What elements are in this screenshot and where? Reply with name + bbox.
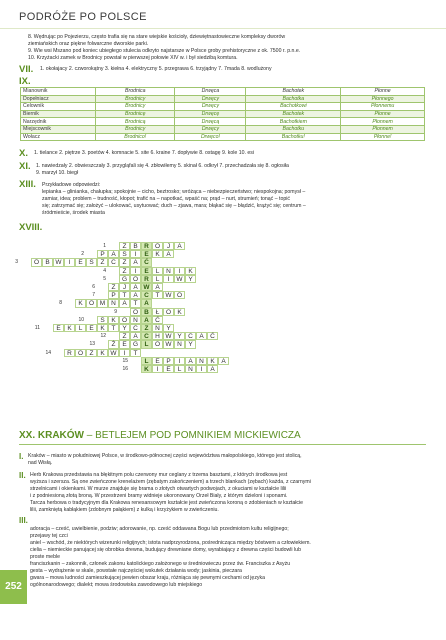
section-xiii-line-2: zamiar, idea; problem – trudność, kłopot; trafić na – napotkać, wpaść na; prąd – nurt, strumień; tonąć – topić: [42, 196, 290, 202]
xx-i-line-2: nad Wisłą.: [28, 460, 53, 466]
ex8-line-1: 8. Wędrując po Pojezierzu, często trafia się na stare wiejskie kościoły, dziewiętnastowieczne kompleksy dworów: [28, 34, 286, 40]
crossword-cell: N: [130, 316, 141, 324]
crossword-cell: A: [174, 242, 185, 250]
declension-cell: Brodnicy: [96, 103, 175, 111]
crossword-cell: T: [108, 324, 119, 332]
section-xiii-line-1: lepianka – glinianka, chałupka; spokojnie – cicho, beztrosko; wróżąca – niebezpieczeństwo; niespokojna; pomysł –: [42, 189, 306, 195]
case-name-cell: Celownik: [21, 103, 96, 111]
xx-ii-line-2: wyższa i szersza. Są one zwieńczone krenelażem (zębatym zakończeniem) a trzech blankach (zębach) każda, z czarnymi: [30, 479, 311, 485]
crossword-cell: S: [119, 250, 130, 258]
xx-iii-line-5: proste meble: [30, 554, 60, 560]
section-xiii-intro: Przykładowe odpowiedzi:: [42, 182, 101, 188]
crossword-cell: K: [207, 357, 218, 365]
crossword-cell: A: [163, 250, 174, 258]
crossword-cell: R: [141, 242, 152, 250]
crossword-cell: E: [141, 250, 152, 258]
crossword-cell: I: [196, 365, 207, 373]
crossword-cell: Y: [185, 275, 196, 283]
crossword-cell: Ł: [152, 308, 163, 316]
section-xiii-line-4: śródmieście, środek miasta: [42, 210, 105, 216]
declension-cell: Brodnicę: [96, 110, 175, 118]
declension-table: [20, 87, 425, 141]
crossword-cell: N: [196, 357, 207, 365]
crossword-cell: Y: [174, 332, 185, 340]
xx-ii-line-1: Herb Krakowa przedstawia na błękitnym polu czerwony mur ceglany z trzema basztami, z których środkowa jest: [30, 472, 288, 478]
xx-iii-line-1: adoracja – cześć, uwielbienie, podziw; adorowanie, np. cześć oddawana Bogu lub przedmiotom kultu religijnego;: [30, 526, 289, 532]
crossword-cell: N: [185, 365, 196, 373]
crossword-clue-number: 2: [81, 251, 84, 258]
xx-ii-line-4: i z podniesioną złotą broną. W przestrzeni bramy widnieje ukoronowany Orzeł Biały, z którym dzieloni i sponami.: [30, 493, 288, 499]
xx-ii-label: II.: [19, 471, 26, 480]
crossword-cell: L: [141, 357, 152, 365]
crossword-cell: C: [108, 258, 119, 266]
crossword-clue-number: 6: [92, 284, 95, 290]
declension-cell: Płonnem: [341, 118, 425, 126]
ex10-line: 10. Krzyżacki zamek w Brodnicy powstał w pierwszej połowie XIV w. i był siedzibą komtura.: [28, 55, 238, 61]
crossword-cell: W: [53, 258, 64, 266]
declension-cell: Drwęca: [175, 88, 246, 96]
declension-row: [21, 88, 425, 96]
crossword-cell: C: [130, 324, 141, 332]
crossword-cell: A: [130, 291, 141, 299]
crossword-cell: O: [163, 308, 174, 316]
declension-cell: Drwęcą: [175, 118, 246, 126]
crossword-clue-number: 14: [45, 349, 51, 356]
crossword-cell: Z: [119, 332, 130, 340]
case-name-cell: Wołacz: [21, 133, 96, 141]
declension-cell: Drwęcę: [175, 110, 246, 118]
crossword-cell: K: [97, 349, 108, 357]
xx-i-label: I.: [19, 452, 24, 461]
page-number: 252: [0, 570, 27, 604]
crossword-cell: Z: [119, 267, 130, 275]
crossword-cell: R: [141, 275, 152, 283]
crossword-cell: N: [163, 267, 174, 275]
crossword-cell: E: [53, 324, 64, 332]
section-xiii-line-3: się; zatrzymać się; założyć – ulokować, usytuować; duch – zjawa, mara; błąkać się – błądzić, krążyć się; centrum –: [42, 203, 306, 209]
crossword-cell: A: [196, 332, 207, 340]
crossword-cell: K: [152, 250, 163, 258]
crossword-cell: K: [97, 324, 108, 332]
crossword-cell: Ć: [207, 332, 218, 340]
crossword-cell: I: [130, 250, 141, 258]
crossword-cell: R: [64, 349, 75, 357]
crossword-cell: E: [163, 365, 174, 373]
crossword-clue-number: 4: [103, 267, 106, 274]
crossword-cell: I: [174, 267, 185, 275]
crossword-cell: W: [163, 332, 174, 340]
crossword-cell: I: [152, 365, 163, 373]
crossword-cell: A: [207, 365, 218, 373]
crossword-cell: W: [174, 275, 185, 283]
crossword-cell: L: [174, 365, 185, 373]
crossword-cell: Z: [86, 349, 97, 357]
crossword-cell: C: [141, 332, 152, 340]
crossword-cell: L: [152, 267, 163, 275]
crossword-cell: S: [97, 316, 108, 324]
section-xviii-label: XVIII.: [19, 222, 43, 233]
crossword-cell: B: [141, 308, 152, 316]
declension-cell: Bachotka: [246, 95, 341, 103]
section-xi-text: 1. nawiedzały 2. obwieszczały 3. przygląfali się 4. zbłowiłemy 5. skinał 6. odkrył 7. przechadzała się 8. ogłosiła: [36, 163, 289, 169]
crossword-cell: A: [119, 299, 130, 307]
crossword-cell: L: [141, 340, 152, 348]
xx-iii-line-9: ogólnonarodowego; dialekt; mowa środowiska zawodowego lub miejskiego: [30, 582, 203, 588]
crossword-clue-number: 1: [103, 243, 106, 249]
xx-ii-line-5: Tarcza herbowa o tradycyjnym dla Krakowa renesansowym kształcie jest zwieńczona koroną o zdobieniach w kształcie: [30, 500, 304, 506]
crossword-cell: K: [75, 299, 86, 307]
crossword-cell: L: [75, 324, 86, 332]
crossword-cell: E: [119, 340, 130, 348]
crossword-cell: W: [108, 349, 119, 357]
crossword-cell: A: [108, 250, 119, 258]
crossword-cell: E: [75, 258, 86, 266]
crossword-cell: G: [119, 275, 130, 283]
crossword-cell: O: [75, 349, 86, 357]
declension-cell: Brodnico!: [96, 133, 175, 141]
declension-cell: Bachotku!: [246, 133, 341, 141]
crossword-cell: C: [141, 291, 152, 299]
section-x-text: 1. tielance 2. piętrze 3. poetów 4. komnacie 5. site 6. kraine 7. dopływie 8. ostagę 9. kole 10. esi: [34, 150, 255, 156]
crossword-cell: Ć: [141, 258, 152, 266]
case-name-cell: Narzędnik: [21, 118, 96, 126]
crossword-clue-number: 5: [103, 275, 106, 282]
crossword-cell: A: [141, 316, 152, 324]
crossword-cell: A: [185, 357, 196, 365]
crossword-cell: A: [141, 299, 152, 307]
crossword-cell: Z: [141, 324, 152, 332]
crossword-cell: O: [174, 291, 185, 299]
crossword-cell: B: [130, 242, 141, 250]
case-name-cell: Dopełniacz: [21, 95, 96, 103]
case-name-cell: Biernik: [21, 110, 96, 118]
crossword-cell: B: [42, 258, 53, 266]
crossword-clue-number: 3: [15, 259, 18, 266]
crossword-clue-number: 9: [114, 308, 117, 315]
declension-cell: Płonne: [341, 88, 425, 96]
crossword-cell: Y: [119, 324, 130, 332]
crossword-cell: T: [130, 299, 141, 307]
declension-row: [21, 95, 425, 103]
crossword-cell: Z: [119, 242, 130, 250]
crossword-cell: T: [130, 349, 141, 357]
declension-row: [21, 118, 425, 126]
xx-iii-label: III.: [19, 516, 28, 525]
case-name-cell: Miejscownik: [21, 125, 96, 133]
crossword-cell: Ż: [108, 340, 119, 348]
declension-cell: Bachotkiem: [246, 118, 341, 126]
declension-cell: Bachotek: [246, 88, 341, 96]
crossword-cell: E: [152, 357, 163, 365]
crossword-cell: S: [86, 258, 97, 266]
section-x-label: X.: [19, 148, 28, 159]
ex8-line-2: ziemiańskich oraz piękne folwarczne dworskie parki.: [28, 41, 149, 47]
xx-i-line-1: Kraków – miasto w południowej Polsce, w środkowo-północnej części województwa małopolskiego, którego jest stolicą,: [28, 453, 302, 459]
crossword-cell: O: [119, 316, 130, 324]
declension-cell: Bachotek: [246, 110, 341, 118]
crossword-cell: L: [152, 275, 163, 283]
crossword-cell: O: [130, 308, 141, 316]
crossword-clue-number: 7: [92, 292, 95, 299]
declension-cell: Bachotku: [246, 125, 341, 133]
section-xiii-label: XIII.: [19, 179, 36, 190]
crossword-clue-number: 10: [78, 316, 84, 323]
crossword-cell: Ć: [152, 316, 163, 324]
crossword-cell: Z: [97, 258, 108, 266]
crossword-cell: P: [163, 357, 174, 365]
crossword-cell: M: [97, 299, 108, 307]
xx-iii-line-3: aniel – wschód, że niektórych wizerunki religijnych; istota nadprzyrodzona, pośrednicząca między bóstwem a człowiekiem.: [30, 540, 311, 546]
declension-row: [21, 125, 425, 133]
crossword-cell: W: [163, 340, 174, 348]
crossword-cell: I: [174, 357, 185, 365]
case-name-cell: Mianownik: [21, 88, 96, 96]
title-underline: [19, 444, 426, 445]
declension-cell: Płonnem: [341, 125, 425, 133]
crossword-cell: N: [174, 340, 185, 348]
crossword-cell: E: [141, 267, 152, 275]
crossword-cell: J: [119, 283, 130, 291]
declension-row: [21, 110, 425, 118]
xx-iii-line-6: franciszkanin – zakonnik, członek zakonu katolickiego założonego w średniowieczu przez św. Franciszka z Asyżu: [30, 561, 291, 567]
crossword-cell: O: [130, 275, 141, 283]
section-vii-text: 1. okołajacy 2. czworokątny 3. kiełna 4. elektryczny 5. przegrawa 6. trzyjądny 7. 7mada 8. wodlużony: [40, 66, 272, 72]
crossword-cell: T: [119, 291, 130, 299]
crossword-clue-number: 15: [122, 357, 128, 364]
crossword-cell: I: [119, 349, 130, 357]
xx-iii-line-2: przejawy tej czci: [30, 533, 68, 539]
crossword-cell: O: [152, 242, 163, 250]
declension-cell: Drwęcy: [175, 95, 246, 103]
declension-cell: Bachotkowi: [246, 103, 341, 111]
crossword-cell: I: [130, 267, 141, 275]
crossword-cell: W: [141, 283, 152, 291]
crossword-cell: P: [108, 291, 119, 299]
crossword-cell: O: [152, 340, 163, 348]
declension-cell: Brodnicą: [96, 118, 175, 126]
declension-cell: Brodnica: [96, 88, 175, 96]
crossword-cell: W: [163, 291, 174, 299]
declension-cell: Płonne: [341, 110, 425, 118]
declension-cell: Płonne!: [341, 133, 425, 141]
crossword-cell: E: [86, 324, 97, 332]
section-xi-label: XI.: [19, 161, 31, 172]
crossword-cell: G: [130, 340, 141, 348]
crossword-cell: K: [185, 267, 196, 275]
crossword-cell: Y: [185, 340, 196, 348]
page-header: PODRÓŻE PO POLSCE: [19, 11, 147, 23]
declension-row: [21, 103, 425, 111]
crossword-cell: I: [163, 275, 174, 283]
declension-cell: Brodnicy: [96, 95, 175, 103]
crossword-cell: J: [163, 242, 174, 250]
declension-row: [21, 133, 425, 141]
section-title-bold: XX. KRAKÓW: [19, 430, 84, 441]
section-title-rest: – BETLEJEM POD POMNIKIEM MICKIEWICZA: [84, 430, 301, 441]
crossword-cell: K: [64, 324, 75, 332]
declension-cell: Brodnicy: [96, 125, 175, 133]
crossword-cell: C: [185, 332, 196, 340]
crossword-cell: A: [218, 357, 229, 365]
crossword-cell: H: [152, 332, 163, 340]
xx-ii-line-6: lilii, zamkniętą kabłąkiem (zdobnym pałąkiem) z kulką i krzyżykiem w zwieńczeniu.: [30, 507, 219, 513]
crossword-clue-number: 13: [89, 341, 95, 348]
crossword-clue-number: 12: [100, 333, 106, 340]
xx-iii-line-8: gwara – mowa ludności zamieszkującej pewien obszar kraju, różniąca się pewnymi cechami od języka: [30, 575, 265, 581]
xx-ii-line-3: strzelnicami i okienkami. W murze znajduje się brama o złotych otwartych podwojach, z okuciami w kształcie lilii: [30, 486, 287, 492]
crossword-cell: N: [152, 324, 163, 332]
declension-cell: Drwęcy: [175, 125, 246, 133]
crossword-cell: Z: [119, 258, 130, 266]
crossword-cell: N: [108, 299, 119, 307]
crossword-cell: A: [130, 258, 141, 266]
crossword-cell: Y: [163, 324, 174, 332]
crossword-cell: I: [64, 258, 75, 266]
crossword-clue-number: 11: [34, 325, 40, 331]
declension-cell: Płonnego: [341, 95, 425, 103]
xx-iii-line-4: cielia – niemieckie panującej się obrobka drewna, budujący drewniane domy, wyrabiający z drewna części budowli lub: [30, 547, 301, 553]
section-title: [19, 430, 301, 441]
header-divider: [0, 28, 446, 29]
crossword-cell: K: [174, 308, 185, 316]
crossword-clue-number: 8: [59, 300, 62, 307]
ex9-line: 9. Wie wsi Mszano pod koniec ubiegłego stulecia odkryto najstarsze w Polsce groby prehistoryczne z ok. 7500 r. p.n.e.: [28, 48, 301, 54]
crossword-cell: K: [141, 365, 152, 373]
crossword-cell: O: [86, 299, 97, 307]
crossword-cell: T: [152, 291, 163, 299]
declension-cell: Drwęco!: [175, 133, 246, 141]
declension-cell: Płonnemu: [341, 103, 425, 111]
crossword-cell: P: [97, 250, 108, 258]
section-ix-label: IX.: [19, 76, 31, 87]
crossword-clue-number: 16: [122, 366, 128, 372]
crossword-cell: A: [152, 283, 163, 291]
crossword-cell: K: [108, 316, 119, 324]
crossword-cell: O: [31, 258, 42, 266]
xx-iii-line-7: gesta – wydrążenie w skale, powstałe najczęściej wskutek działania wody; jaskinia, pieczara: [30, 568, 242, 574]
section-xi-text-2: 9. marzył 10. biegł: [36, 170, 79, 176]
crossword-cell: Z: [108, 283, 119, 291]
declension-cell: Drwęcy: [175, 103, 246, 111]
crossword-cell: A: [130, 332, 141, 340]
crossword-cell: A: [130, 283, 141, 291]
section-vii-label: VII.: [19, 64, 34, 75]
